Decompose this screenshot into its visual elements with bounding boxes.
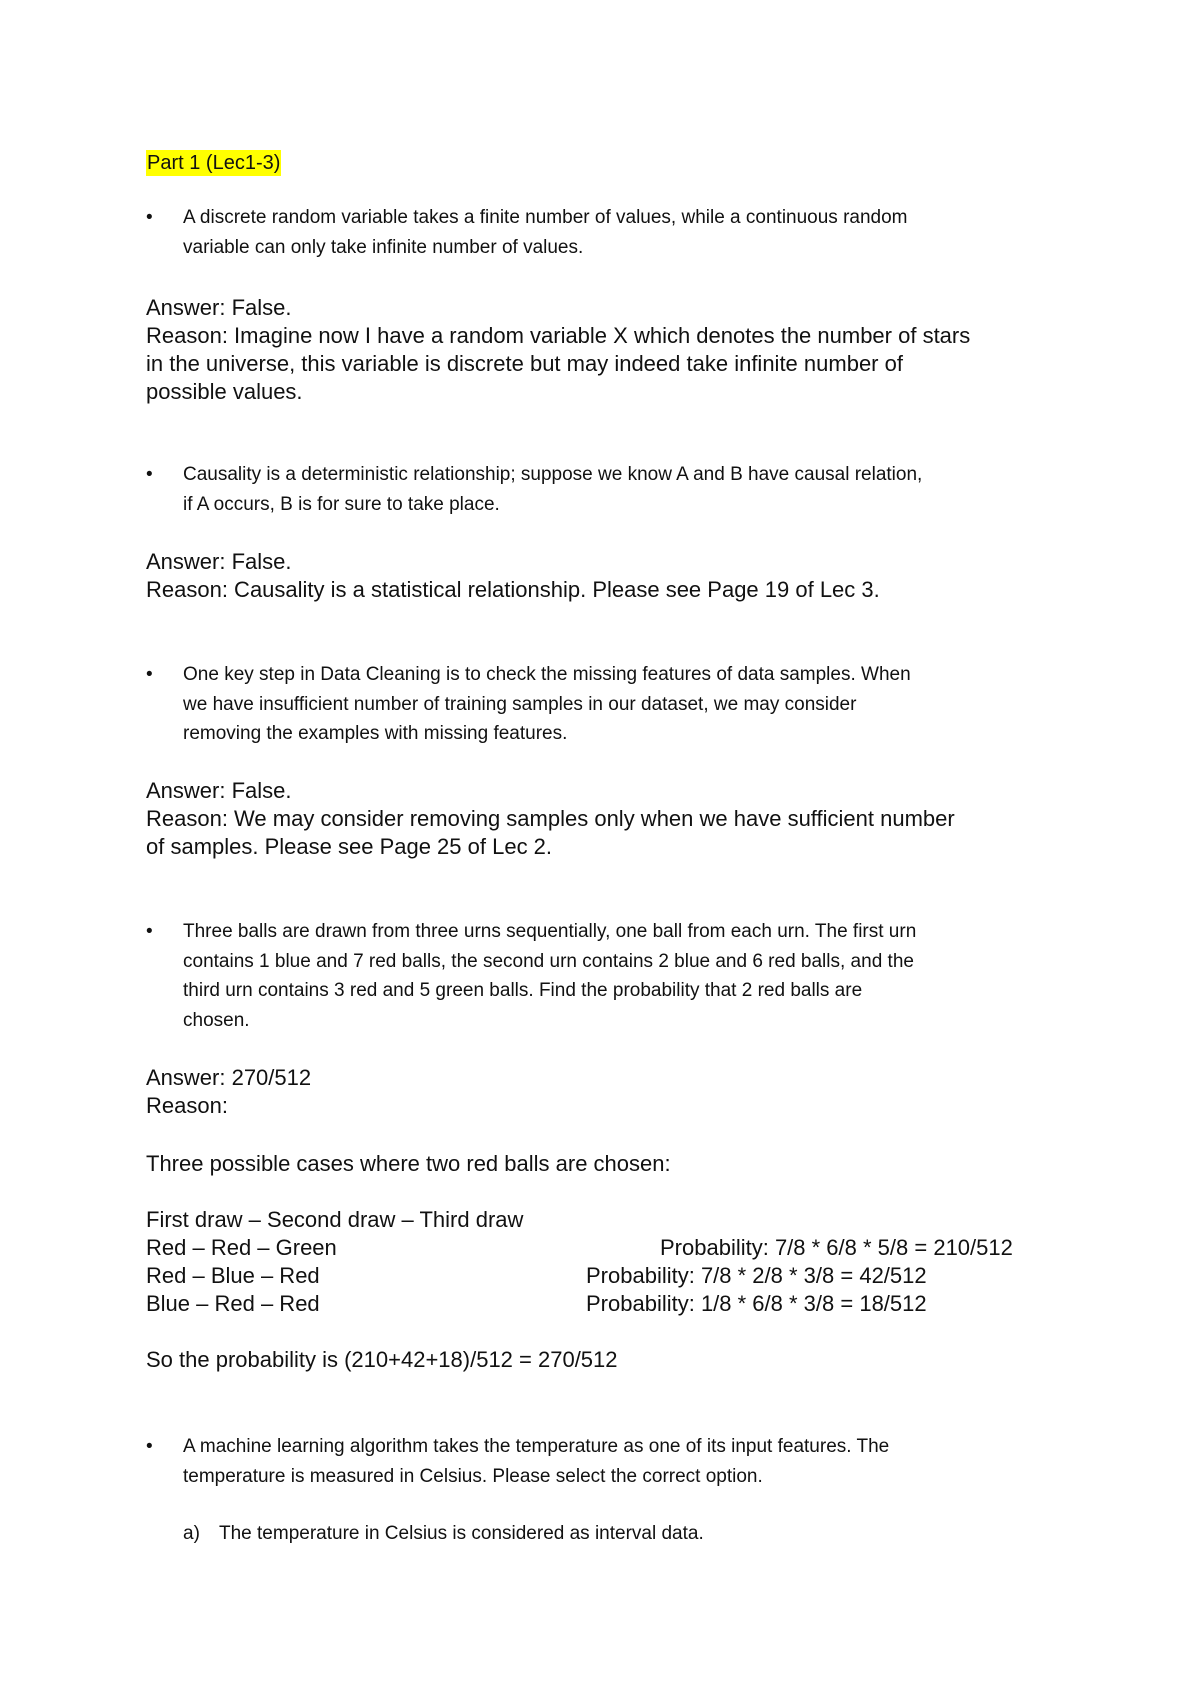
case-row-prob: Probability: 7/8 * 6/8 * 5/8 = 210/512 — [660, 1235, 1013, 1260]
reason-line: Reason: Imagine now I have a random variable X which denotes the number of stars — [146, 323, 971, 348]
question-3-text — [183, 660, 911, 749]
question-line: Causality is a deterministic relationship; suppose we know A and B have causal relation, — [183, 464, 923, 485]
question-3 — [146, 660, 1076, 749]
case-row-combo: Blue – Red – Red — [146, 1291, 320, 1316]
bullet-icon: • — [146, 664, 153, 685]
question-5-text — [183, 1432, 889, 1491]
cases-intro — [146, 1150, 1076, 1178]
option-letter: a) — [183, 1523, 200, 1544]
question-5 — [146, 1432, 1076, 1491]
question-line: A discrete random variable takes a finite number of values, while a continuous random — [183, 207, 908, 228]
answer-1 — [146, 294, 1076, 406]
question-4 — [146, 917, 1076, 1035]
question-4-text — [183, 917, 916, 1035]
cases-table — [146, 1206, 1076, 1234]
case-row-prob: Probability: 7/8 * 2/8 * 3/8 = 42/512 — [586, 1263, 927, 1288]
bullet-icon: • — [146, 921, 153, 942]
answer-3 — [146, 777, 1076, 861]
conclusion-text: So the probability is (210+42+18)/512 = 270/512 — [146, 1347, 618, 1372]
answer-2 — [146, 548, 1076, 604]
reason-line: Reason: We may consider removing samples only when we have sufficient number — [146, 806, 955, 831]
question-line: variable can only take infinite number of values. — [183, 236, 584, 258]
question-line: Three balls are drawn from three urns sequentially, one ball from each urn. The first urn — [183, 921, 917, 942]
question-line: A machine learning algorithm takes the temperature as one of its input features. The — [183, 1436, 890, 1457]
question-line: if A occurs, B is for sure to take place. — [183, 493, 500, 515]
question-1-text — [183, 203, 908, 262]
question-line: contains 1 blue and 7 red balls, the second urn contains 2 blue and 6 red balls, and the — [183, 950, 914, 972]
case-row-combo: Red – Red – Green — [146, 1235, 337, 1260]
bullet-icon: • — [146, 207, 153, 228]
question-line: One key step in Data Cleaning is to check the missing features of data samples. When — [183, 664, 911, 685]
case-row-prob: Probability: 1/8 * 6/8 * 3/8 = 18/512 — [586, 1291, 927, 1316]
reason-line: Reason: — [146, 1093, 228, 1118]
table-header: First draw – Second draw – Third draw — [146, 1207, 524, 1232]
question-line: we have insufficient number of training samples in our dataset, we may consider — [183, 693, 857, 715]
conclusion — [146, 1346, 1076, 1374]
option-a — [183, 1521, 704, 1547]
bullet-icon: • — [146, 1436, 153, 1457]
answer-text: Answer: False. — [146, 778, 292, 803]
cases-intro-text: Three possible cases where two red balls are chosen: — [146, 1151, 671, 1176]
reason-line: Reason: Causality is a statistical relationship. Please see Page 19 of Lec 3. — [146, 577, 880, 602]
section-heading: Part 1 (Lec1-3) — [147, 152, 281, 174]
reason-line: in the universe, this variable is discrete but may indeed take infinite number of — [146, 351, 903, 376]
bullet-icon: • — [146, 464, 153, 485]
question-2 — [146, 460, 1076, 519]
question-2-text — [183, 460, 922, 519]
question-line: removing the examples with missing features. — [183, 723, 568, 744]
question-line: chosen. — [183, 1009, 250, 1031]
reason-line: possible values. — [146, 379, 303, 404]
answer-text: Answer: 270/512 — [146, 1065, 312, 1090]
case-row-combo: Red – Blue – Red — [146, 1263, 320, 1288]
answer-4 — [146, 1064, 1076, 1120]
answer-text: Answer: False. — [146, 295, 292, 320]
question-1 — [146, 203, 1076, 262]
answer-text: Answer: False. — [146, 549, 292, 574]
question-line: third urn contains 3 red and 5 green balls. Find the probability that 2 red balls are — [183, 980, 863, 1001]
question-line: temperature is measured in Celsius. Please select the correct option. — [183, 1465, 763, 1487]
option-text: The temperature in Celsius is considered as interval data. — [219, 1523, 704, 1544]
reason-line: of samples. Please see Page 25 of Lec 2. — [146, 834, 553, 859]
